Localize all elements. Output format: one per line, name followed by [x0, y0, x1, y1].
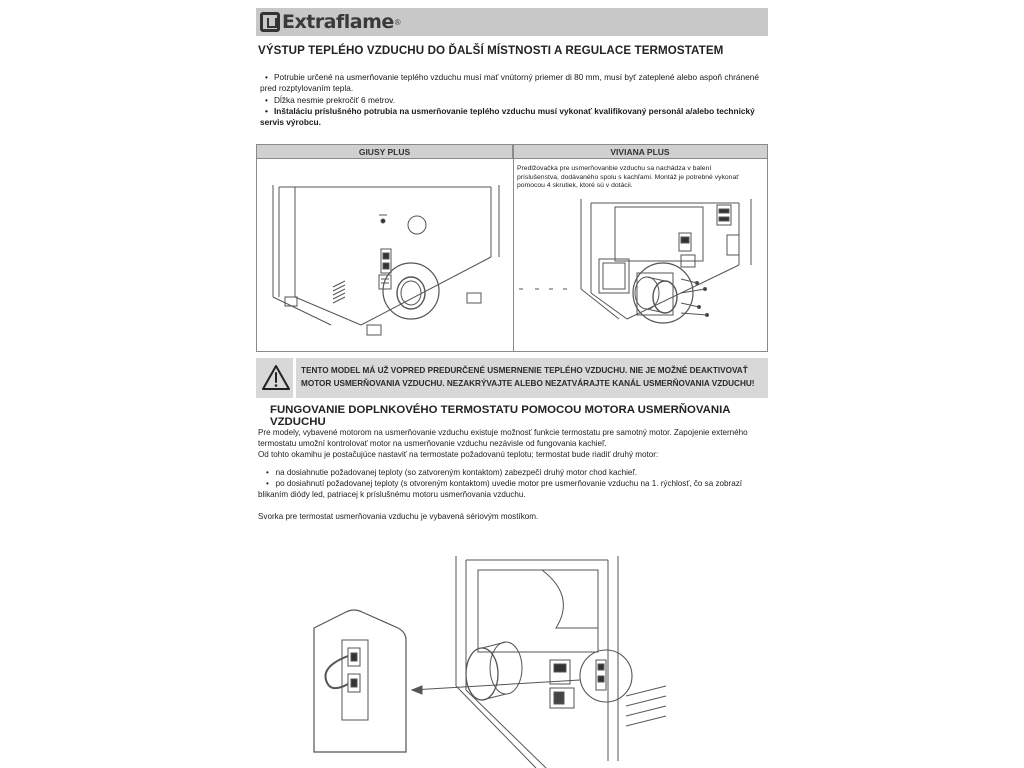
- brand-logo: [260, 11, 401, 33]
- paragraph-line: Od tohto okamihu je postačujúce nastaviť na termostate požadovanú teplotu; termostat bude riadiť druhý motor:: [258, 449, 659, 459]
- bullet-item: • po dosiahnutí požadovanej teploty (s otvoreným kontaktom) uvedie motor pre usmerňovanie vzduchu na 1. rýchlosť, čo sa zobrazí: [266, 478, 743, 488]
- header-bar: [256, 8, 768, 36]
- viviana-note-line: Predlžovačka pre usmerňovanbie vzduchu sa nachádza v balení: [517, 165, 712, 172]
- section1-bullets: [260, 72, 768, 128]
- bullet-item-continuation: servis výrobcu.: [260, 117, 321, 128]
- section1-title: VÝSTUP TEPLÉHO VZDUCHU DO ĎALŠÍ MÍSTNOSTI A REGULACE TERMOSTATEM: [258, 44, 724, 57]
- bullet-item: • na dosiahnutie požadovanej teploty (so zatvoreným kontaktom) zabezpečí druhý motor chod kachieľ.: [266, 468, 637, 477]
- viviana-plus-illustration: [519, 189, 765, 349]
- bullet-item-continuation: blikaním diódy led, patriacej k príslušnému motoru usmerňovania vzduchu.: [258, 489, 526, 499]
- warning-triangle-icon: [256, 358, 296, 398]
- bullet-item-continuation: pred rozptylovaním tepla.: [260, 83, 354, 94]
- thermostat-terminal-illustration: [306, 556, 766, 768]
- registered-mark: ®: [394, 17, 401, 27]
- brand-mark-icon: [260, 12, 280, 32]
- bullet-item: • Potrubie určené na usmerňovanie teplého vzduchu musí mať vnútorný priemer di 80 mm, musí byť zateplené alebo aspoň chránené: [265, 72, 759, 82]
- viviana-note-line: pomocou 4 skrutiek, ktoré sú v dotácii.: [517, 182, 633, 190]
- brand-name: Extraflame: [282, 11, 394, 33]
- section2-intro: [258, 428, 766, 460]
- viviana-note-line: príslušenstva, dodávaného spolu s kachľami. Montáž je potrebné vykonať: [517, 173, 739, 181]
- section2-closing: Svorka pre termostat usmerňovania vzduchu je vybavená sériovým mostíkom.: [258, 512, 539, 521]
- bullet-item: • Dĺžka nesmie prekročiť 6 metrov.: [265, 94, 395, 105]
- warning-box: [256, 358, 768, 398]
- giusy-plus-header: GIUSY PLUS: [257, 145, 513, 159]
- paragraph-line: Pre modely, vybavené motorom na usmerňovanie vzduchu existuje možnosť funkcie termostatu pre samotný motor. Zapojenie externého: [258, 428, 748, 437]
- viviana-plus-header: VIVIANA PLUS: [513, 145, 767, 159]
- section2-title: FUNGOVANIE DOPLNKOVÉHO TERMOSTATU POMOCOU MOTORA USMERŇOVANIA VZDUCHU: [270, 404, 731, 428]
- manual-page: [256, 8, 768, 768]
- giusy-plus-illustration: [271, 175, 501, 345]
- model-comparison-table: [256, 144, 768, 352]
- warning-line: MOTOR USMERŇOVANIA VZDUCHU. NEZAKRÝVAJTE ALEBO NEZATVÁRAJTE KANÁL USMERŇOVANIA VZDUCHU!: [301, 379, 755, 388]
- warning-icon-cell: [256, 358, 296, 398]
- section2-bullets: [258, 468, 766, 500]
- warning-line: TENTO MODEL MÁ UŽ VOPRED PREDURČENÉ USMERNENIE TEPLÉHO VZDUCHU. NIE JE MOŽNÉ DEAKTIVOVAŤ: [301, 366, 748, 375]
- table-divider: [513, 145, 514, 351]
- warning-text: [301, 364, 766, 390]
- viviana-note: [517, 165, 767, 191]
- paragraph-line: termostatu umožní kontrolovať motor na usmerňovanie vzduchu nezávisle od fungovania kachieľ.: [258, 438, 607, 448]
- bullet-item: • Inštaláciu príslušného potrubia na usmerňovanie teplého vzduchu musí vykonať kvalifikovaný personál a/alebo technický: [265, 105, 755, 116]
